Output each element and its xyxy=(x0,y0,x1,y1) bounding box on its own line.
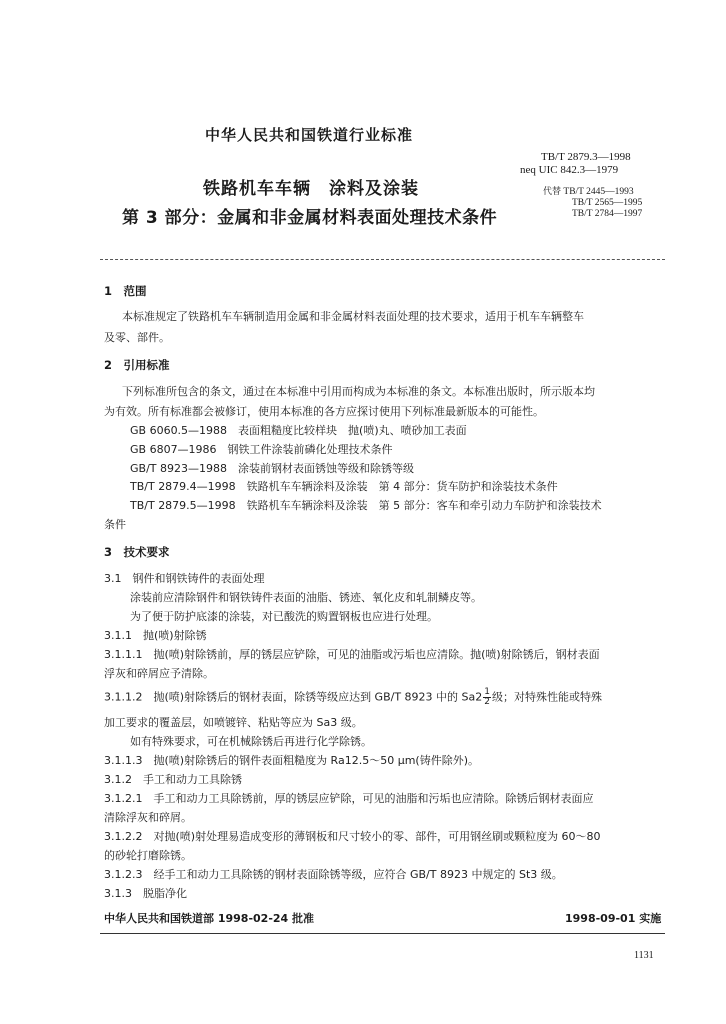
replaced-standard: TB/T 2784—1997 xyxy=(572,209,643,219)
replaced-standards xyxy=(543,187,642,220)
replaced-standard: 代替 TB/T 2445—1993 xyxy=(543,187,634,197)
clause-heading: 3.1.3 脱脂净化 xyxy=(104,887,187,900)
reference-item-continued: 条件 xyxy=(104,518,126,531)
clause-text: 3.1.2.2 对抛(喷)射处理易造成变形的薄钢板和尺寸较小的零、部件，可用钢丝刷或颗粒度为 60～80 xyxy=(104,830,601,843)
reference-item: GB/T 8923—1988 涂装前钢材表面锈蚀等级和除锈等级 xyxy=(130,462,414,475)
standard-number: TB/T 2879.3—1998 xyxy=(541,151,631,163)
clause-text: 3.1.2.3 经手工和动力工具除锈的钢材表面除锈等级，应符合 GB/T 8923 中规定的 St3 级。 xyxy=(104,868,563,881)
issuing-organization: 中华人民共和国铁道行业标准 xyxy=(205,126,414,144)
paragraph: 为了便于防护底漆的涂装，对已酸洗的购置钢板也应进行处理。 xyxy=(130,610,438,623)
clause-text: 浮灰和碎屑应予清除。 xyxy=(104,667,214,680)
footer-divider xyxy=(100,933,665,934)
paragraph: 及零、部件。 xyxy=(104,331,170,344)
clause-text: 3.1.1.2 抛(喷)射除锈后的钢材表面，除锈等级应达到 GB/T 8923 中的 Sa2 $\frac{1}{2}$ 级；对特殊性能或特殊 xyxy=(104,687,602,707)
paragraph: 为有效。所有标准都会被修订，使用本标准的各方应探讨使用下列标准最新版本的可能性。 xyxy=(104,405,544,418)
clause-text: 3.1.1.1 抛(喷)射除锈前，厚的锈层应铲除，可见的油脂或污垢也应清除。抛(喷)射除锈后，钢材表面 xyxy=(104,648,600,661)
paragraph: 本标准规定了铁路机车车辆制造用金属和非金属材料表面处理的技术要求，适用于机车车辆整车 xyxy=(122,310,584,323)
clause-heading: 3.1.2 手工和动力工具除锈 xyxy=(104,773,242,786)
section-heading: 3 技术要求 xyxy=(104,545,170,559)
document-title-line2: 第 3 部分：金属和非金属材料表面处理技术条件 xyxy=(122,208,498,228)
clause-text: 3.1.1.3 抛(喷)射除锈后的钢件表面粗糙度为 Ra12.5～50 μm(铸件除外)。 xyxy=(104,754,479,767)
clause-text: 加工要求的覆盖层，如喷镀锌、粘贴等应为 Sa3 级。 xyxy=(104,716,363,729)
effective-date: 1998-09-01 实施 xyxy=(565,912,662,925)
reference-item: TB/T 2879.4—1998 铁路机车车辆涂料及涂装 第 4 部分：货车防护和涂装技术条件 xyxy=(130,480,558,493)
document-title-line1: 铁路机车车辆 涂料及涂装 xyxy=(203,179,419,199)
reference-item: GB 6807—1986 钢铁工件涂装前磷化处理技术条件 xyxy=(130,443,393,456)
approval-statement: 中华人民共和国铁道部 1998-02-24 批准 xyxy=(104,912,315,925)
clause-text: 3.1.2.1 手工和动力工具除锈前，厚的锈层应铲除，可见的油脂和污垢也应清除。除锈后钢材表面应 xyxy=(104,792,594,805)
paragraph: 下列标准所包含的条文，通过在本标准中引用而构成为本标准的条文。本标准出版时，所示版本均 xyxy=(122,385,595,398)
reference-item: TB/T 2879.5—1998 铁路机车车辆涂料及涂装 第 5 部分：客车和牵引动力车防护和涂装技术 xyxy=(130,499,602,512)
equivalent-standard: neq UIC 842.3—1979 xyxy=(520,164,619,176)
header-divider xyxy=(100,259,665,260)
clause-text: 的砂轮打磨除锈。 xyxy=(104,849,192,862)
clause-text: 清除浮灰和碎屑。 xyxy=(104,811,192,824)
clause-heading: 3.1 钢件和钢铁铸件的表面处理 xyxy=(104,572,265,585)
clause-text: 如有特殊要求，可在机械除锈后再进行化学除锈。 xyxy=(130,735,372,748)
reference-item: GB 6060.5—1988 表面粗糙度比较样块 抛(喷)丸、喷砂加工表面 xyxy=(130,424,467,437)
page-number: 1131 xyxy=(634,950,654,961)
clause-heading: 3.1.1 抛(喷)射除锈 xyxy=(104,629,207,642)
replaced-standard: TB/T 2565—1995 xyxy=(572,198,643,208)
section-heading: 1 范围 xyxy=(104,284,147,298)
replaces-label: 代替 xyxy=(543,187,562,197)
fraction-one-half: $\frac{1}{2}$ xyxy=(484,687,490,707)
paragraph: 涂装前应清除钢件和钢铁铸件表面的油脂、锈迹、氧化皮和轧制鳞皮等。 xyxy=(130,591,482,604)
section-heading: 2 引用标准 xyxy=(104,358,170,372)
